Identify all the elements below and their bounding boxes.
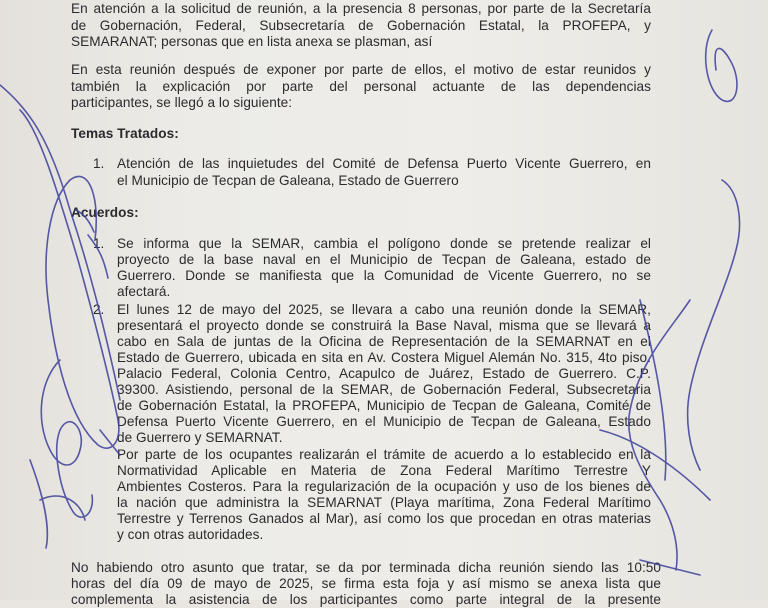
meeting-line-2: también la explicación por parte del personal actuante de las dependencias (71, 79, 651, 94)
topic-line-2: el Municipio de Tecpan de Galeana, Estado de Guerrero (117, 173, 459, 188)
signature-stroke-bottom-left (41, 360, 92, 517)
intro-line-3: SEMARANAT; personas que en lista anexa se plasman, así (71, 34, 433, 49)
agreement-3-line-3: Ambientes Costeros. Para la regularización de la ocupación y uso de los bienes de (117, 479, 651, 494)
agreements-heading: Acuerdos: (71, 205, 139, 220)
closing-line-2: horas del día 09 de mayo de 2025, se firma esta foja y así mismo se anexa lista que (71, 576, 661, 591)
agreement-3-line-5: Terrestre y Terrenos Ganados al Mar), así como los que procedan en otras materias (117, 511, 651, 526)
agreement-2-line-8: Defensa Puerto Vicente Guerrero, en el Municipio de Tecpan de Galeana, Estado (117, 414, 651, 429)
agreement-1-line-4: afectará. (117, 284, 171, 299)
agreement-2-line-5: Palacio Federal, Colonia Centro, Acapulco de Juárez, Estado de Guerrero. C.P. (117, 366, 651, 381)
agreement-2-line-6: 39300. Asistiendo, personal de la SEMAR, de Gobernación Federal, Subsecretaria (117, 382, 651, 397)
agreement-1-line-1: Se informa que la SEMAR, cambia el polígono donde se pretende realizar el (117, 236, 651, 251)
agreement-1-number: 1. (93, 236, 105, 251)
intro-line-1: En atención a la solicitud de reunión, a la presencia 8 personas, por parte de la Secretaría (71, 1, 651, 16)
topic-number: 1. (93, 156, 105, 171)
signature-stroke-top-right (706, 30, 737, 101)
agreement-2-line-2: presentará el proyecto donde se construirá la Base Naval, misma que se llevará a (117, 318, 651, 333)
closing-line-3: complementa la asistencia de los participantes como parte integral de la presente (71, 592, 661, 607)
agreement-2-line-1: El lunes 12 de mayo del 2025, se llevara a cabo una reunión donde la SEMAR, (117, 302, 651, 317)
agreement-3-line-4: la nación que administra la SEMARNAT (Playa marítima, Zona Federal Marítimo (117, 495, 651, 510)
topics-heading: Temas Tratados: (71, 126, 179, 141)
agreement-3-line-6: y con otras autoridades. (117, 527, 264, 542)
signature-stroke-right (688, 180, 740, 470)
agreement-1-line-3: Guerrero. Donde se manifiesta que la Comunidad de Vicente Guerrero, no se (117, 268, 651, 283)
intro-line-2: de Gobernación, Federal, Subsecretaría de Gobernación Estatal, la PROFEPA, y (71, 18, 651, 33)
meeting-line-3: participantes, se llegó a lo siguiente: (71, 95, 293, 110)
agreement-2-line-4: Estado de Guerrero, ubicada en sita en Av. Costera Miguel Alemán No. 315, 4to piso. (117, 350, 651, 365)
closing-line-1: No habiendo otro asunto que tratar, se da por terminada dicha reunión siendo las 10:50 (71, 560, 661, 575)
agreement-2-line-3: cabo en Sala de juntas de la Oficina de Representación de la SEMARNAT en el (117, 334, 651, 349)
agreement-2-line-7: de Gobernación Estatal, la PROFEPA, Municipio de Tecpan de Galeana, Comité de (117, 398, 651, 413)
agreement-2-number: 2. (93, 302, 105, 317)
meeting-line-1: En esta reunión después de exponer por parte de ellos, el motivo de estar reunidos y (71, 62, 651, 77)
agreement-1-line-2: proyecto de la base naval en el Municipio de Tecpan de Galeana, estado de (117, 252, 651, 267)
agreement-3-line-2: Normatividad Aplicable en Materia de Zona Federal Marítimo Terrestre Y (117, 463, 651, 478)
agreement-2-line-9: de Guerrero y SEMARNAT. (117, 430, 283, 445)
topic-line-1: Atención de las inquietudes del Comité de Defensa Puerto Vicente Guerrero, en (117, 156, 651, 171)
agreement-3-line-1: Por parte de los ocupantes realizarán el trámite de acuerdo a lo establecido en la (117, 447, 651, 462)
